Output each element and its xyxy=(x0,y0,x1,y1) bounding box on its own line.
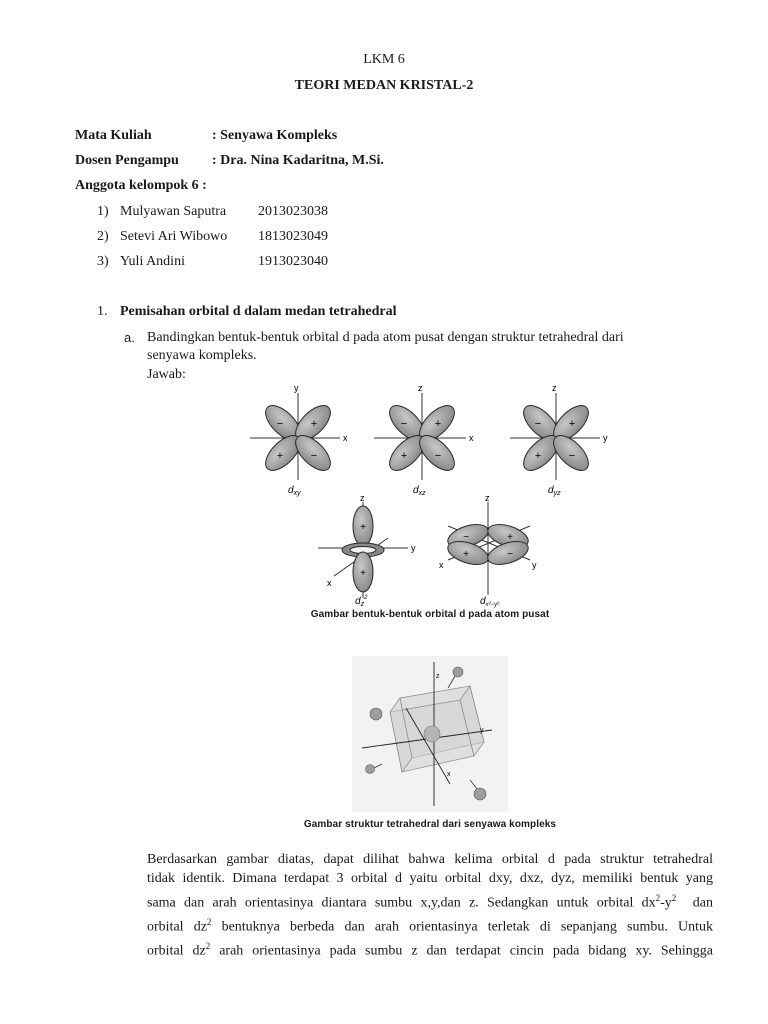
axis-label-z: z xyxy=(418,383,423,393)
lecturer-label: Dosen Pengampu xyxy=(75,153,179,168)
course-label: Mata Kuliah xyxy=(75,128,152,143)
axis-label-x: x xyxy=(439,560,444,570)
course-value: : Senyawa Kompleks xyxy=(212,128,338,143)
member-number: 3) xyxy=(97,254,109,269)
minus-sign: − xyxy=(463,532,469,543)
member-name: Mulyawan Saputra xyxy=(120,204,227,219)
plus-sign: + xyxy=(568,418,576,430)
ligand xyxy=(474,788,486,800)
dx2y2-label: $d_{x^2-y^2}$ xyxy=(480,596,500,608)
minus-sign: − xyxy=(534,418,542,430)
minus-sign: − xyxy=(400,418,408,430)
item-letter: a. xyxy=(124,330,135,345)
dyz-label: $d_{yz}$ xyxy=(548,485,561,497)
question-line: Bandingkan bentuk-bentuk orbital d pada atom pusat dengan struktur tetrahedral dari xyxy=(147,330,624,345)
member-id: 1913023040 xyxy=(258,254,328,269)
paragraph-line: orbital $dz^2$ bentuknya berbeda dan arah orientasinya terletak di sepanjang sumbu. Untuk xyxy=(147,916,713,935)
minus-sign: − xyxy=(276,418,284,430)
axis-label-z: z xyxy=(360,493,365,503)
axis-label-y: y xyxy=(532,560,537,570)
ligand xyxy=(370,708,382,720)
plus-sign: + xyxy=(360,522,366,533)
member-number: 2) xyxy=(97,229,109,244)
explanation-paragraph xyxy=(147,850,713,961)
dz2-label: $d_z^2$ xyxy=(355,595,368,608)
member-name: Yuli Andini xyxy=(120,254,185,269)
minus-sign: − xyxy=(507,549,513,560)
paragraph-line: sama dan arah orientasinya diantara sumbu x,y,dan z. Sedangkan untuk orbital $dx^2-y^2$ dan xyxy=(147,892,714,911)
minus-sign: − xyxy=(568,450,576,462)
page-title: TEORI MEDAN KRISTAL-2 xyxy=(294,78,474,93)
plus-sign: + xyxy=(360,568,366,579)
plus-sign: + xyxy=(276,450,284,462)
minus-sign: − xyxy=(434,450,442,462)
d-orbitals-figure xyxy=(248,380,608,610)
axis-label-z: z xyxy=(552,383,557,393)
answer-label: Jawab: xyxy=(147,367,186,382)
axis-label-y: y xyxy=(480,727,484,734)
ligand xyxy=(453,667,463,677)
plus-sign: + xyxy=(310,418,318,430)
axis-label-y: y xyxy=(294,383,299,393)
group-label: Anggota kelompok 6 : xyxy=(75,178,207,193)
axis-label-z: z xyxy=(485,493,490,503)
dxy-label: $d_{xy}$ xyxy=(288,485,301,497)
axis-label-x: x xyxy=(343,433,348,443)
paragraph-line: orbital $dz^2$ arah orientasinya pada sumbu z dan terdapat cincin pada bidang xy. Sehingga xyxy=(147,940,713,959)
paragraph-line: tidak identik. Dimana terdapat 3 orbital d yaitu orbital dxy, dxz, dyz, memiliki bentuk yang xyxy=(147,871,713,887)
minus-sign: − xyxy=(310,450,318,462)
plus-sign: + xyxy=(507,532,513,543)
section-number: 1. xyxy=(97,304,108,319)
member-number: 1) xyxy=(97,204,109,219)
question-line: senyawa kompleks. xyxy=(147,348,257,363)
member-name: Setevi Ari Wibowo xyxy=(120,229,228,244)
dxz-label: $d_{xz}$ xyxy=(413,485,426,497)
axis-label-z: z xyxy=(436,673,440,680)
tetrahedral-figure xyxy=(352,656,508,812)
lkm-number: LKM 6 xyxy=(363,52,405,67)
plus-sign: + xyxy=(463,549,469,560)
section-title: Pemisahan orbital d dalam medan tetrahedral xyxy=(120,304,397,319)
lecturer-value: : Dra. Nina Kadaritna, M.Si. xyxy=(212,153,384,168)
plus-sign: + xyxy=(400,450,408,462)
central-atom xyxy=(424,726,440,742)
plus-sign: + xyxy=(434,418,442,430)
paragraph-line: Berdasarkan gambar diatas, dapat dilihat bahwa kelima orbital d pada struktur tetrahedral xyxy=(147,852,713,867)
member-id: 2013023038 xyxy=(258,204,328,219)
figure2-caption: Gambar struktur tetrahedral dari senyawa kompleks xyxy=(303,819,557,830)
axis-label-y: y xyxy=(603,433,608,443)
plus-sign: + xyxy=(534,450,542,462)
figure1-caption: Gambar bentuk-bentuk orbital d pada atom pusat xyxy=(310,609,550,620)
axis-label-x: x xyxy=(327,578,332,588)
axis-label-x: x xyxy=(469,433,474,443)
axis-label-x: x xyxy=(447,771,451,778)
axis-label-y: y xyxy=(411,543,416,553)
member-id: 1813023049 xyxy=(258,229,328,244)
ligand xyxy=(366,765,375,774)
